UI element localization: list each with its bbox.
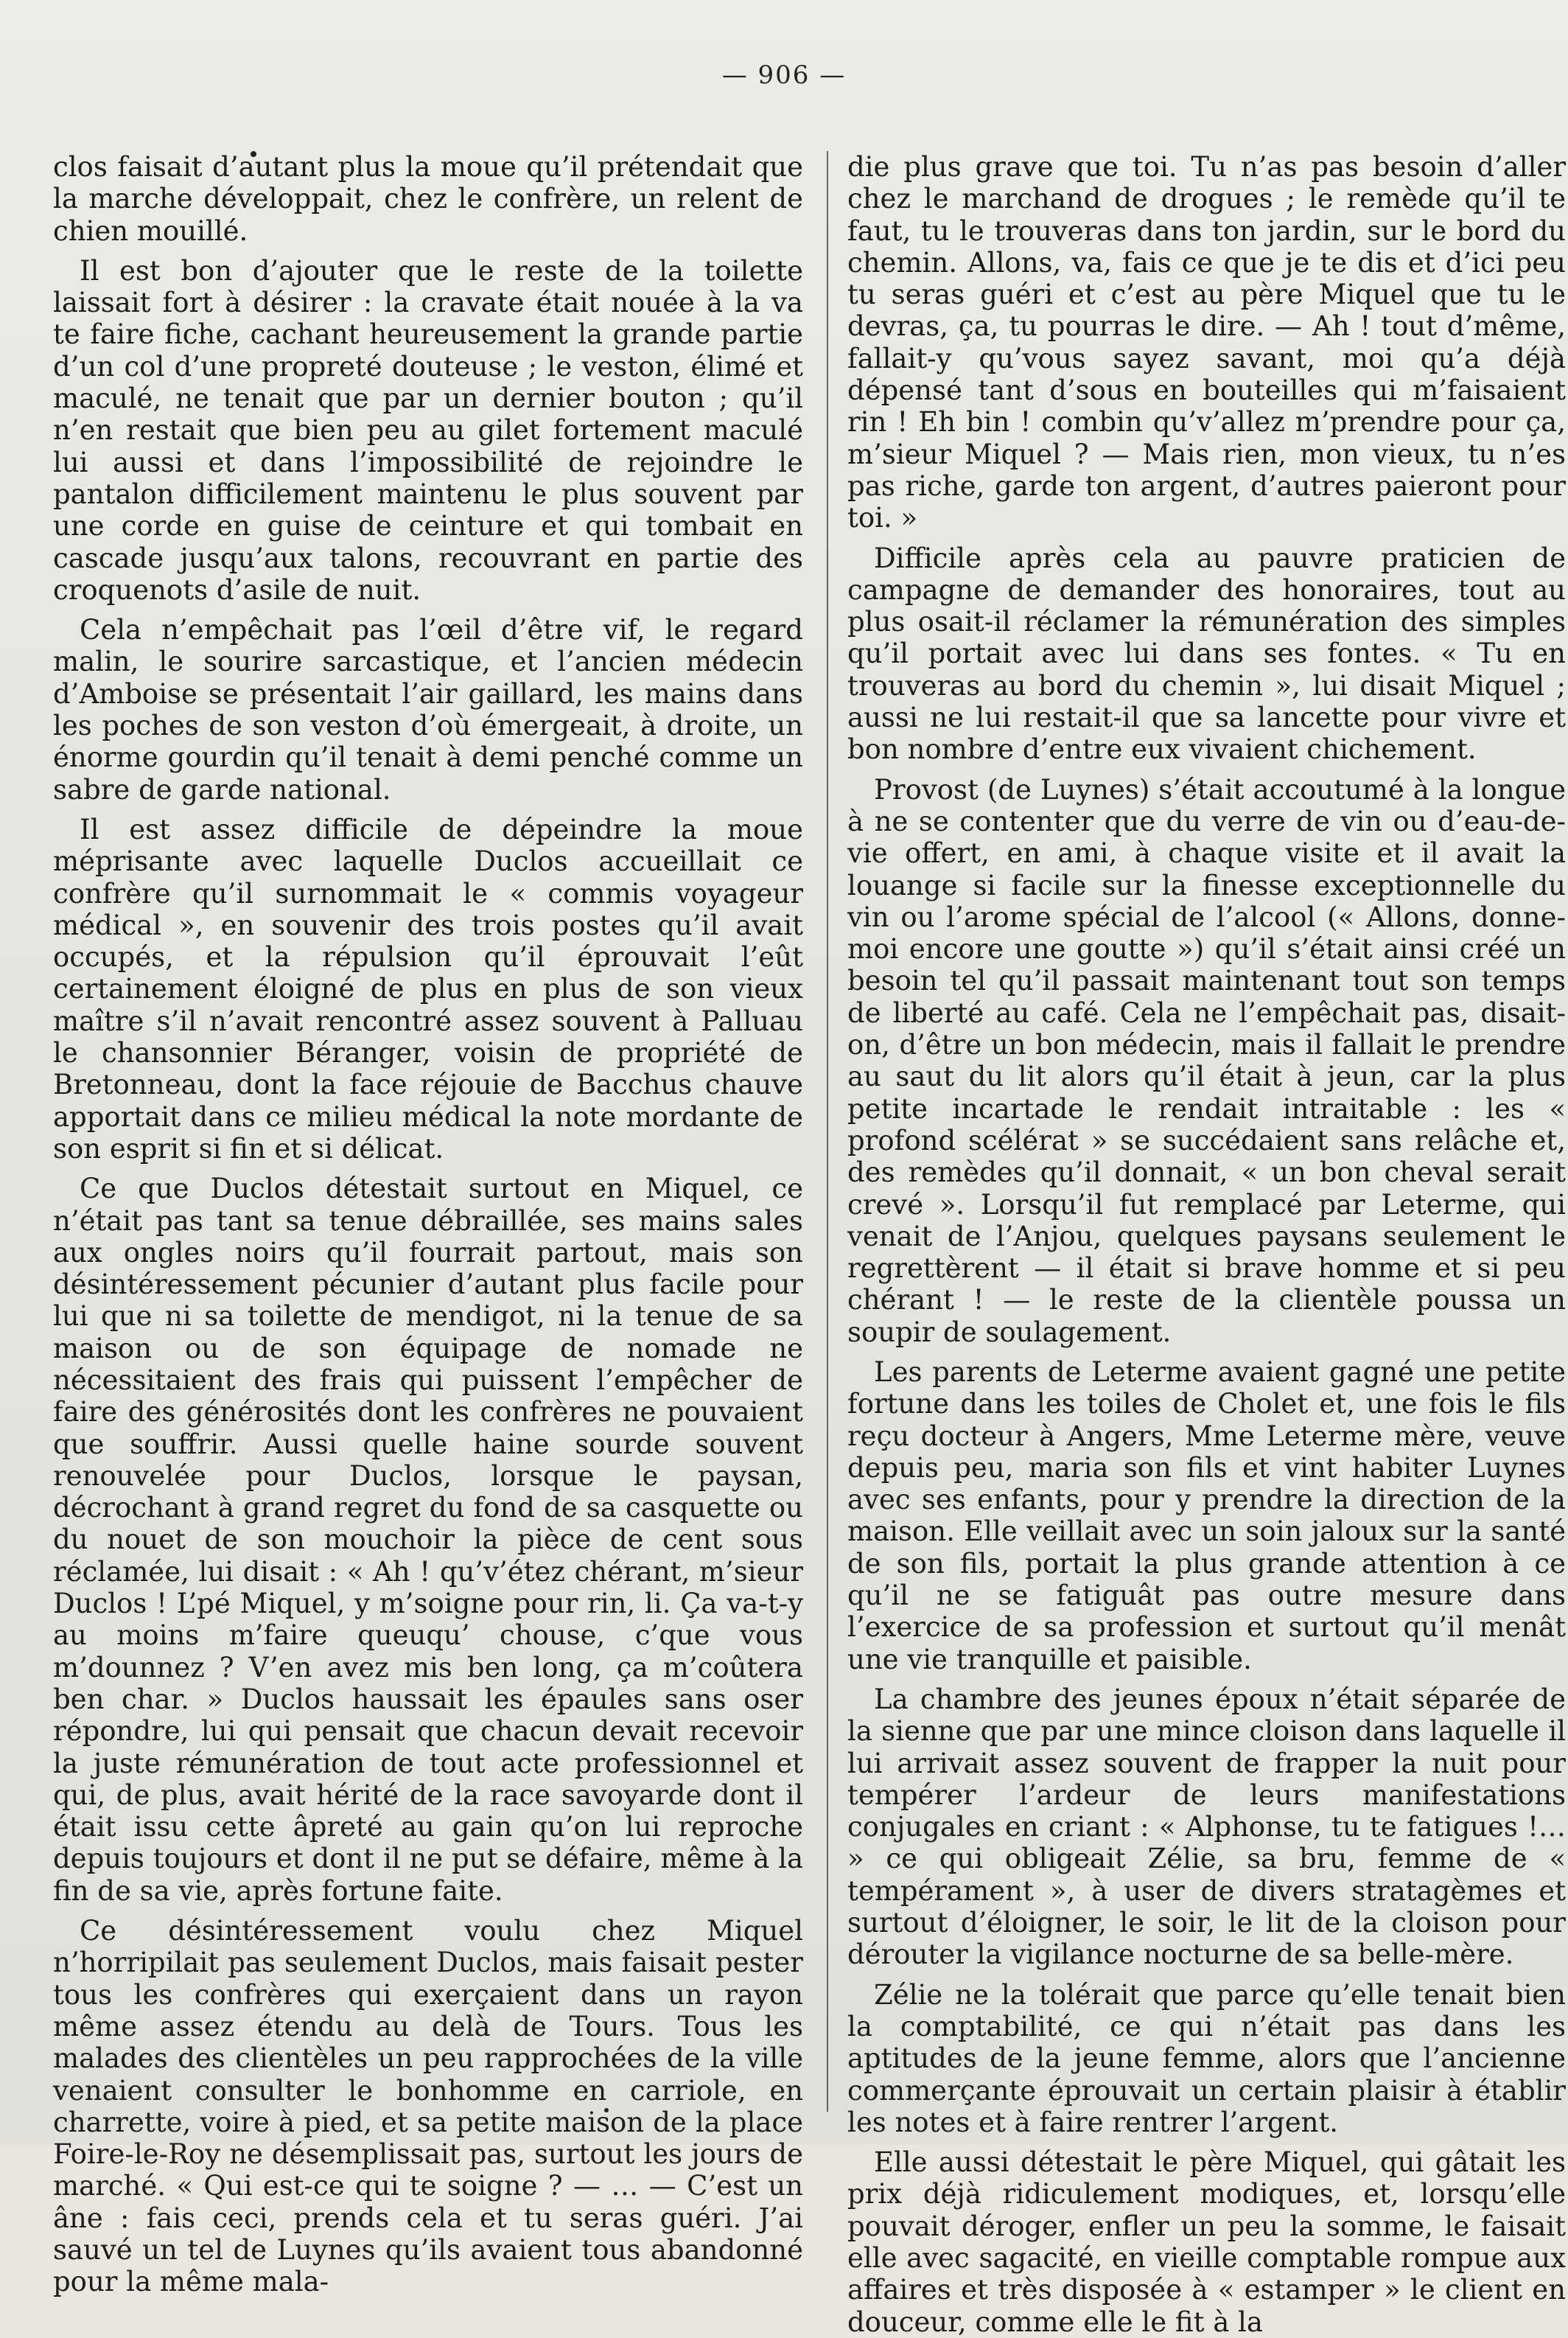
column-divider [827, 151, 828, 2112]
left-column [53, 151, 803, 2298]
paragraph: Zélie ne la tolérait que parce qu’elle tenait bien la comptabilité, ce qui n’était pas dans les aptitudes de la jeune femme, alors que l’ancienne commerçante éprouvait un certain plaisir à établir les notes et à faire rentrer l’argent. [847, 1978, 1566, 2138]
paragraph: Difficile après cela au pauvre praticien de campagne de demander des honoraires, tout au plus osait-il réclamer la rémunération des simples qu’il portait avec lui dans ses fontes. « Tu en trouveras au bord du chemin », lui disait Miquel ; aussi ne lui restait-il que sa lancette pour vivre et bon nombre d’entre eux vivaient chichement. [847, 542, 1566, 766]
paragraph: die plus grave que toi. Tu n’as pas besoin d’aller chez le marchand de drogues ; le remède qu’il te faut, tu le trouveras dans ton jardin, sur le bord du chemin. Allons, va, fais ce que je te dis et d’ici peu tu seras guéri et c’est au père Miquel que tu le devras, ça, tu pourras le dire. — Ah ! tout d’même, fallait-y qu’vous sayez savant, moi qu’a déjà dépensé tant d’sous en bouteilles qui m’faisaient rin ! Eh bin ! combin qu’v’allez m’prendre pour ça, m’sieur Miquel ? — Mais rien, mon vieux, tu n’es pas riche, garde ton argent, d’autres paieront pour toi. » [847, 151, 1566, 534]
right-column [847, 151, 1566, 2338]
paragraph: Il est bon d’ajouter que le reste de la toilette laissait fort à désirer : la cravate était nouée à la va te faire fiche, cachant heureusement la grande partie d’un col d’une propreté douteuse ; le veston, élimé et maculé, ne tenait que par un dernier bouton ; qu’il n’en restait que bien peu au gilet fortement maculé lui aussi et dans l’impossibilité de rejoindre le pantalon difficilement maintenu le plus souvent par une corde en guise de ceinture et qui tombait en cascade jusqu’aux talons, recouvrant en partie des croquenots d’asile de nuit. [53, 254, 803, 606]
paragraph: Ce que Duclos détestait surtout en Miquel, ce n’était pas tant sa tenue débraillée, ses mains sales aux ongles noirs qu’il fourrait partout, mais son désintéressement pécunier d’autant plus facile pour lui que ni sa toilette de mendigot, ni la tenue de sa maison ou de son équipage de nomade ne nécessitaient des frais qui puissent l’empêcher de faire des générosités dont les confrères ne pouvaient que souffrir. Aussi quelle haine sourde souvent renouvelée pour Duclos, lorsque le paysan, décrochant à grand regret du fond de sa casquette ou du nouet de son mouchoir la pièce de cent sous réclamée, lui disait : « Ah ! qu’v’étez chérant, m’sieur Duclos ! L’pé Miquel, y m’soigne pour rin, li. Ça va-t-y au moins m’faire queuqu’ chouse, c’que vous m’dounnez ? V’en avez mis ben long, ça m’coûtera ben char. » Duclos haussait les épaules sans oser répondre, lui qui pensait que chacun devait recevoir la juste rémunération de tout acte professionnel et qui, de plus, avait hérité de la race savoyarde dont il était issu cette âpreté au gain qu’on lui reproche depuis toujours et dont il ne put se défaire, même à la fin de sa vie, après fortune faite. [53, 1173, 803, 1907]
paragraph: Ce désintéressement voulu chez Miquel n’horripilait pas seulement Duclos, mais faisait pester tous les confrères qui exerçaient dans un rayon même assez étendu au delà de Tours. Tous les malades des clientèles un peu rapprochées de la ville venaient consulter le bonhomme en carriole, en charrette, voire à pied, et sa petite maison de la place Foire-le-Roy ne désemplissait pas, surtout les jours de marché. « Qui est-ce qui te soigne ? — … — C’est un âne : fais ceci, prends cela et tu seras guéri. J’ai sauvé un tel de Luynes qu’ils avaient tous abandonné pour la même mala- [53, 1915, 803, 2298]
paragraph: Provost (de Luynes) s’était accoutumé à la longue à ne se contenter que du verre de vin ou d’eau-de-vie offert, en ami, à chaque visite et il avait la louange si facile sur la finesse exceptionnelle du vin ou l’arome spécial de l’alcool (« Allons, donne-moi encore une goutte ») qu’il s’était ainsi créé un besoin tel qu’il passait maintenant tout son temps de liberté au café. Cela ne l’empêchait pas, disait-on, d’être un bon médecin, mais il fallait le prendre au saut du lit alors qu’il était à jeun, car la plus petite incartade le rendait intraitable : les « profond scélérat » se succédaient sans relâche et, des remèdes qu’il donnait, « un bon cheval serait crevé ». Lorsqu’il fut remplacé par Leterme, qui venait de l’Anjou, quelques paysans seulement le regrettèrent — il était si brave homme et si peu chérant ! — le reste de la clientèle poussa un soupir de soulagement. [847, 773, 1566, 1348]
paragraph: Les parents de Leterme avaient gagné une petite fortune dans les toiles de Cholet et, une fois le fils reçu docteur à Angers, Mme Leterme mère, veuve depuis peu, maria son fils et vint habiter Luynes avec ses enfants, pour y prendre la direction de la maison. Elle veillait avec un soin jaloux sur la santé de son fils, portait la plus grande attention à ce qu’il ne se fatiguât pas outre mesure dans l’exercice de sa profession et surtout qu’il menât une vie tranquille et paisible. [847, 1355, 1566, 1675]
paragraph: clos faisait d’autant plus la moue qu’il prétendait que la marche développait, chez le confrère, un relent de chien mouillé. [53, 151, 803, 247]
paragraph: Cela n’empêchait pas l’œil d’être vif, le regard malin, le sourire sarcastique, et l’ancien médecin d’Amboise se présentait l’air gaillard, les mains dans les poches de son veston d’où émergeait, à droite, un énorme gourdin qu’il tenait à demi penché comme un sabre de garde national. [53, 614, 803, 806]
paragraph: Il est assez difficile de dépeindre la moue méprisante avec laquelle Duclos accueillait ce confrère qu’il surnommait le « commis voyageur médical », en souvenir des trois postes qu’il avait occupés, et la répulsion qu’il éprouvait l’eût certainement éloigné de plus en plus de son vieux maître s’il n’avait rencontré assez souvent à Palluau le chansonnier Béranger, voisin de propriété de Bretonneau, dont la face réjouie de Bacchus chauve apportait dans ce milieu médical la note mordante de son esprit si fin et si délicat. [53, 813, 803, 1165]
paragraph: La chambre des jeunes époux n’était séparée de la sienne que par une mince cloison dans laquelle il lui arrivait assez souvent de frapper la nuit pour tempérer l’ardeur de leurs manifestations conjugales en criant : « Alphonse, tu te fatigues !… » ce qui obligeait Zélie, sa bru, femme de « tempérament », à user de divers stratagèmes et surtout d’éloigner, le soir, le lit de la cloison pour dérouter la vigilance nocturne de sa belle-mère. [847, 1683, 1566, 1971]
paragraph: Elle aussi détestait le père Miquel, qui gâtait les prix déjà ridiculement modiques, et, lorsqu’elle pouvait déroger, enfler un peu la somme, le faisait elle avec sagacité, en vieille comptable rompue aux affaires et très disposée à « estamper » le client en douceur, comme elle le fit à la [847, 2146, 1566, 2338]
page-number: — 906 — [721, 60, 847, 90]
